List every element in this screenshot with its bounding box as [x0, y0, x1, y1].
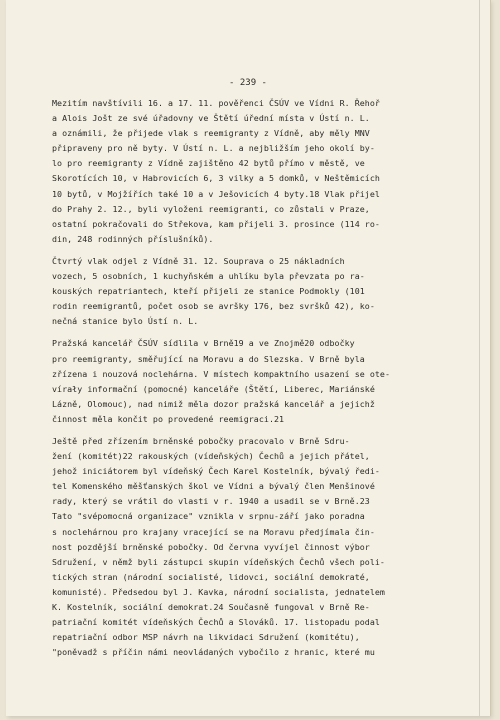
text-line: činnost měla končit po provedené reemigraci.21: [52, 413, 285, 424]
text-line: "poněvadž s příčin námi neovládaných vybočilo z hranic, které mu: [52, 647, 375, 658]
text-line: připraveny pro ně byty. V Ústí n. L. a nejbližším jeho okolí by-: [52, 143, 375, 154]
document-page: [6, 0, 490, 716]
text-line: žení (komitét)22 rakouských (vídeňských) Čechů a jejich přátel,: [52, 451, 370, 462]
paragraph-3: [52, 336, 472, 427]
text-line: s noclehárnou pro krajany vracející se na Moravu předjímala čin-: [52, 526, 375, 537]
text-line: Sdružení, v němž byli zástupci skupin vídeňských Čechů všech poli-: [52, 556, 385, 567]
text-line: tel Komenského měšťanských škol ve Vídni a bývalý člen Menšinové: [52, 481, 375, 492]
paragraph-2: [52, 254, 472, 329]
text-line: zřízena i nouzová noclehárna. V místech kompaktního usazení se ote-: [52, 368, 391, 379]
paragraph-1: [52, 96, 472, 247]
text-line: jehož iniciátorem byl vídeňský Čech Karel Kostelník, bývalý ředi-: [52, 466, 380, 477]
text-line: a oznámili, že přijede vlak s reemigranty z Vídně, aby měly MNV: [52, 128, 370, 139]
text-line: Mezitím navštívili 16. a 17. 11. pověřenci ČSÚV ve Vídni R. Řehoř: [52, 98, 380, 108]
text-line: 10 bytů, v Mojžířích také 10 a v Ješovicích 4 byty.18 Vlak přijel: [52, 188, 380, 199]
text-line: patriační komitét vídeňských Čechů a Slováků. 17. listopadu podal: [52, 617, 380, 628]
text-line: Lázně, Olomouc), nad nimiž měla dozor pražská kancelář a jejichž: [52, 398, 375, 409]
text-line: din, 248 rodinných příslušníků).: [52, 233, 214, 244]
text-line: repatriační odbor MSP návrh na likvidaci Sdružení (komitétu),: [52, 632, 360, 643]
text-line: lo pro reemigranty z Vídně zajištěno 42 bytů přímo v městě, ve: [52, 158, 365, 169]
text-line: Tato "svépomocná organizace" vznikla v srpnu-září jako poradna: [52, 511, 365, 522]
text-line: komunisté). Předsedou byl J. Kavka, národní socialista, jednatelem: [52, 586, 385, 597]
text-line: pro reemigranty, směřující na Moravu a do Slezska. V Brně byla: [52, 353, 365, 364]
text-line: Pražská kancelář ČSÚV sídlila v Brně19 a ve Znojmě20 odbočky: [52, 338, 355, 349]
text-line: vírały informační (pomocné) kanceláře (Štětí, Liberec, Mariánské: [52, 383, 375, 394]
paragraph-4: [52, 434, 472, 660]
body-text: [52, 96, 472, 660]
text-line: nečná stanice bylo Ústí n. L.: [52, 316, 199, 327]
text-line: rady, který se vrátil do vlasti v r. 1940 a usadil se v Brně.23: [52, 496, 370, 507]
text-line: rodin reemigrantů, počet osob se avršky 176, bez svršků 42), ko-: [52, 301, 375, 312]
text-line: a Alois Jošt ze své úřadovny ve Štětí úřední místa v Ústí n. L.: [52, 113, 370, 124]
text-line: vozech, 5 osobních, 1 kuchyňském a uhlíku byla převzata po ra-: [52, 271, 365, 282]
text-line: tických stran (národní socialisté, lidovci, sociální demokraté,: [52, 571, 370, 582]
text-line: do Prahy 2. 12., byli vyloženi reemigranti, co zůstali v Praze,: [52, 203, 370, 214]
text-line: Ještě před zřízením brněnské pobočky pracovalo v Brně Sdru-: [52, 435, 350, 446]
text-line: ostatní pokračovali do Střekova, kam přijeli 3. prosince (114 ro-: [52, 218, 380, 229]
text-line: kouských repatriantech, kteří přijeli ze stanice Podmokly (101: [52, 286, 365, 297]
text-line: Skorotících 10, v Habrovicích 6, 3 vilky a 5 domků, v Neštěmicích: [52, 173, 380, 184]
page-fold-line: [479, 0, 480, 716]
text-line: Čtvrtý vlak odjel z Vídně 31. 12. Souprava o 25 nákladních: [52, 255, 345, 266]
text-line: K. Kostelník, sociální demokrat.24 Současně fungoval v Brně Re-: [52, 602, 370, 612]
page-number: - 239 -: [229, 78, 267, 88]
text-line: nost pozdější brněnské pobočky. Od června vyvíjel činnost výbor: [52, 541, 370, 552]
